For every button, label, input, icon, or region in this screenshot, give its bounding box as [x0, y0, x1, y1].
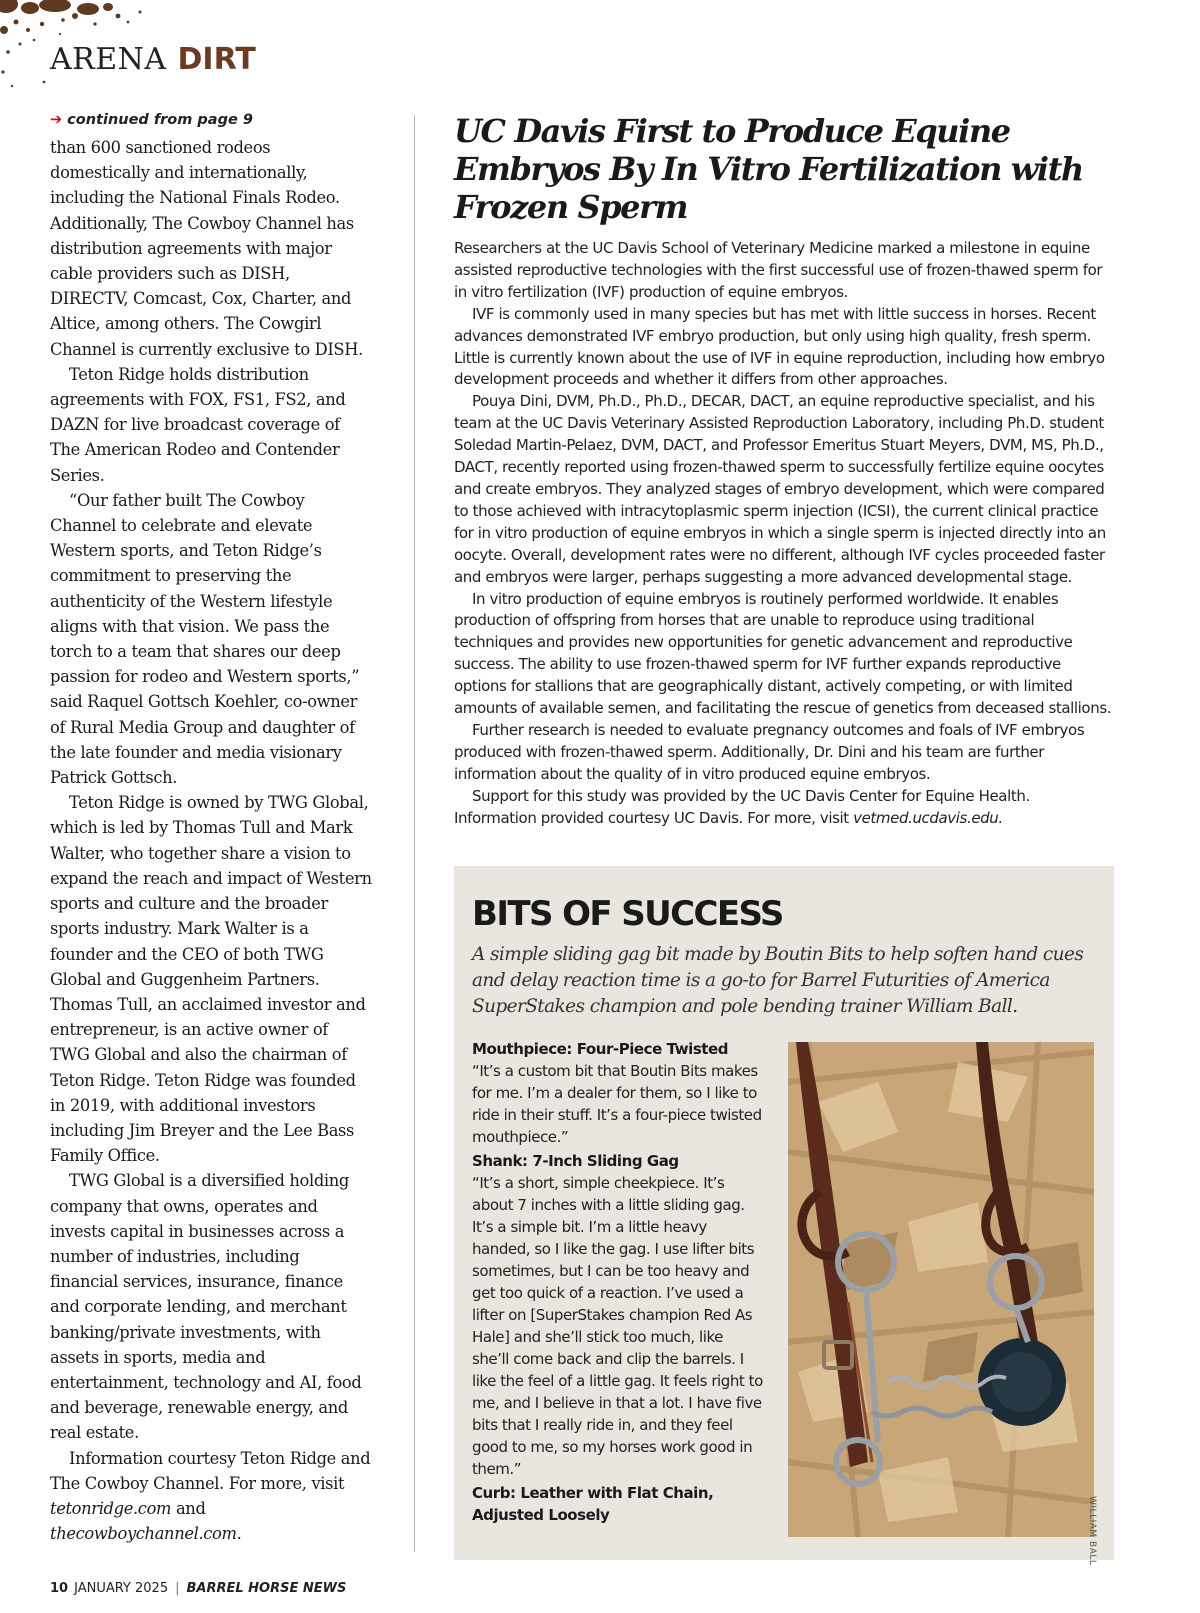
left-paragraph: TWG Global is a diversified holding company that owns, operates and invests capital in businesses across a number of industries, including financial services, insurance, finance and corporate lending, and merchant banking/private investments, with assets in sports, media and entertainment, technology and AI, food and beverage, renewable energy, and real estate. [50, 1171, 362, 1443]
section-header [50, 44, 256, 76]
article-closing-text: Support for this study was provided by the UC Davis Center for Equine Health. Information provided courtesy UC Davis. For more, visit [454, 786, 1030, 827]
magazine-name: BARREL HORSE NEWS [186, 1581, 347, 1596]
page-footer [50, 1581, 346, 1596]
cowboychannel-link[interactable]: thecowboychannel.com [50, 1524, 237, 1544]
left-column [50, 112, 372, 1546]
continued-from-text: continued from page 9 [67, 112, 253, 128]
footer-separator: | [175, 1581, 180, 1596]
continued-from-note [50, 112, 372, 128]
article-headline: UC Davis First to Produce Equine Embryos By In Vitro Fertilization with Frozen Sperm [454, 112, 1083, 226]
left-closing-text: Information courtesy Teton Ridge and The Cowboy Channel. For more, visit [50, 1448, 371, 1493]
mouthpiece-quote: “It’s a custom bit that Boutin Bits makes for me. I’m a dealer for them, so I like to ride in their stuff. It’s a four-piece twisted mouthpiece.” [472, 1062, 762, 1146]
tetonridge-link[interactable]: tetonridge.com [50, 1498, 172, 1518]
bit-photo [788, 1042, 1094, 1537]
article-paragraph: Pouya Dini, DVM, Ph.D., Ph.D., DECAR, DACT, an equine reproductive specialist, and his team at the UC Davis Veterinary Assisted Reproduction Laboratory, including Ph.D. student Soledad Martin-Pelaez, DVM, DACT, and Professor Emeritus Stuart Meyers, DVM, MS, Ph.D., DACT, recently reported using frozen-thawed sperm to successfully fertilize equine oocytes and create embryos. They analyzed stages of embryo development, which were compared to those achieved with intracytoplasmic sperm injection (ICSI), the current clinical practice for in vitro production of equine embryos in which a single sperm is injected directly into an oocyte. Overall, development rates were no different, although IVF cycles proceeded faster and embryos were larger, perhaps suggesting a more advanced developmental stage. [454, 392, 1106, 586]
uc-davis-article [454, 112, 1114, 829]
bits-details [472, 1038, 764, 1526]
vetmed-link[interactable]: vetmed.ucdavis.edu. [853, 808, 1003, 827]
right-arrow-icon: ➔ [50, 112, 63, 128]
article-paragraph: Further research is needed to evaluate pregnancy outcomes and foals of IVF embryos produced with frozen-thawed sperm. Additionally, Dr. Dini and his team are further information about the quality of in vitro produced equine embryos. [454, 720, 1085, 783]
mouthpiece-label: Mouthpiece: Four-Piece Twisted [472, 1040, 729, 1058]
bits-of-success-title: BITS OF SUCCESS [472, 894, 783, 934]
section-header-word-arena: ARENA [50, 42, 167, 77]
left-paragraph: Teton Ridge holds distribution agreements with FOX, FS1, FS2, and DAZN for live broadcast coverage of The American Rodeo and Contender Series. [50, 364, 346, 485]
shank-quote: “It’s a short, simple cheekpiece. It’s about 7 inches with a little sliding gag. It’s a simple bit. I’m a little heavy handed, so I like the gag. I use lifter bits sometimes, but I can be too heavy and get too quick of a reaction. I’ve used a lifter on [SuperStakes champion Red As Hale] and she’ll stick too much, like she’ll come back and clip the barrels. I like the feel of a little gag. It feels right to me, and I believe in that a lot. I have five bits that I really ride in, and they feel good to me, so my horses work good in them.” [472, 1174, 763, 1478]
article-closing-paragraph [454, 786, 1114, 830]
column-divider [414, 115, 415, 1552]
left-paragraph: Teton Ridge is owned by TWG Global, which is led by Thomas Tull and Mark Walter, who together share a vision to expand the reach and impact of Western sports and culture and the broader sports industry. Mark Walter is a founder and the CEO of both TWG Global and Guggenheim Partners. Thomas Tull, an acclaimed investor and entrepreneur, is an active owner of TWG Global and also the chairman of Teton Ridge. Teton Ridge was founded in 2019, with additional investors including Jim Breyer and the Lee Bass Family Office. [50, 793, 372, 1166]
bits-of-success-box [454, 866, 1114, 1566]
left-paragraph: than 600 sanctioned rodeos domestically and internationally, including the National Finals Rodeo. Additionally, The Cowboy Channel has distribution agreements with major cable providers such as DISH, DIRECTV, Comcast, Cox, Charter, and Altice, among others. The Cowgirl Channel is currently exclusive to DISH. [50, 138, 363, 359]
article-paragraph: Researchers at the UC Davis School of Veterinary Medicine marked a milestone in equine assisted reproductive technologies with the first successful use of frozen-thawed sperm for in vitro fertilization (IVF) production of equine embryos. [454, 239, 1103, 301]
left-closing-period: . [236, 1524, 242, 1544]
photo-credit: WILLIAM BALL [1087, 1496, 1097, 1566]
left-closing-and: and [175, 1498, 206, 1518]
curb-label: Curb: Leather with Flat Chain, Adjusted Loosely [472, 1484, 714, 1524]
section-header-word-dirt: DIRT [177, 42, 256, 77]
page-number: 10 [50, 1581, 69, 1596]
left-paragraph: “Our father built The Cowboy Channel to celebrate and elevate Western sports, and Teton Ridge’s commitment to preserving the authenticity of the Western lifestyle aligns with that vision. We pass the torch to a team that shares our deep passion for rodeo and Western sports,” said Raquel Gottsch Koehler, co-owner of Rural Media Group and daughter of the late founder and media visionary Patrick Gottsch. [50, 490, 360, 788]
article-paragraph: IVF is commonly used in many species but has met with little success in horses. Recent advances demonstrated IVF embryo production, but only using high quality, fresh sperm. Little is currently known about the use of IVF in equine reproduction, including how embryo development proceeds and whether it differs from other approaches. [454, 304, 1105, 389]
shank-label: Shank: 7-Inch Sliding Gag [472, 1152, 679, 1170]
issue-date: JANUARY 2025 [74, 1581, 169, 1596]
article-paragraph: In vitro production of equine embryos is routinely performed worldwide. It enables production of offspring from horses that are unable to reproduce using traditional techniques and provides new opportunities for genetic advancement and reproductive success. The ability to use frozen-thawed sperm for IVF further expands reproductive options for stallions that are geographically distant, actively competing, or with limited amounts of available semen, and facilitating the rescue of genetics from deceased stallions. [454, 589, 1112, 718]
bits-dek: A simple sliding gag bit made by Boutin Bits to help soften hand cues and delay reaction time is a go-to for Barrel Futurities of America SuperStakes champion and pole bending trainer William Ball. [472, 944, 1084, 1017]
left-closing-paragraph [50, 1446, 372, 1547]
